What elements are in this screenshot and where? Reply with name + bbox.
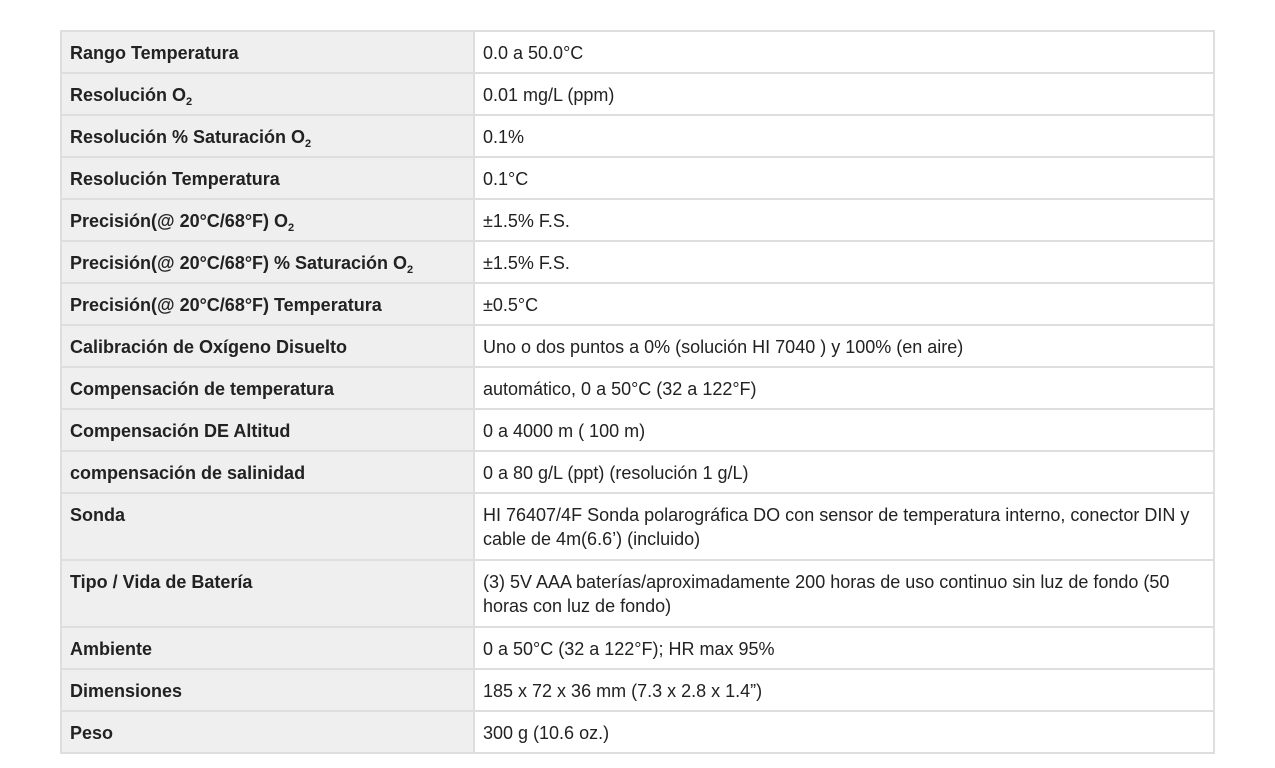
spec-value: automático, 0 a 50°C (32 a 122°F) bbox=[474, 367, 1214, 409]
spec-label: Peso bbox=[61, 711, 474, 753]
spec-label: Precisión(@ 20°C/68°F) % Saturación $O_2$ bbox=[61, 241, 474, 283]
table-row bbox=[61, 73, 1214, 115]
spec-label: Compensación DE Altitud bbox=[61, 409, 474, 451]
table-row bbox=[61, 711, 1214, 753]
spec-value: 0.01 mg/L (ppm) bbox=[474, 73, 1214, 115]
table-row bbox=[61, 31, 1214, 73]
spec-label: Compensación de temperatura bbox=[61, 367, 474, 409]
spec-label: Tipo / Vida de Batería bbox=[61, 560, 474, 627]
table-row bbox=[61, 241, 1214, 283]
spec-value: ±0.5°C bbox=[474, 283, 1214, 325]
spec-label: Rango Temperatura bbox=[61, 31, 474, 73]
spec-label: Calibración de Oxígeno Disuelto bbox=[61, 325, 474, 367]
table-row bbox=[61, 627, 1214, 669]
spec-value: (3) 5V AAA baterías/aproximadamente 200 horas de uso continuo sin luz de fondo (50 horas con luz de fondo) bbox=[474, 560, 1214, 627]
spec-value: 0.1% bbox=[474, 115, 1214, 157]
spec-label: compensación de salinidad bbox=[61, 451, 474, 493]
spec-label: Sonda bbox=[61, 493, 474, 560]
spec-label: Precisión(@ 20°C/68°F) Temperatura bbox=[61, 283, 474, 325]
subscript: 2 bbox=[305, 138, 312, 150]
spec-value: ±1.5% F.S. bbox=[474, 199, 1214, 241]
table-row bbox=[61, 560, 1214, 627]
spec-value: ±1.5% F.S. bbox=[474, 241, 1214, 283]
table-row bbox=[61, 325, 1214, 367]
spec-value: 185 x 72 x 36 mm (7.3 x 2.8 x 1.4”) bbox=[474, 669, 1214, 711]
table-row bbox=[61, 451, 1214, 493]
spec-value: 0.0 a 50.0°C bbox=[474, 31, 1214, 73]
spec-value: 300 g (10.6 oz.) bbox=[474, 711, 1214, 753]
table-row bbox=[61, 283, 1214, 325]
spec-value: 0 a 80 g/L (ppt) (resolución 1 g/L) bbox=[474, 451, 1214, 493]
spec-label: Resolución $O_2$ bbox=[61, 73, 474, 115]
spec-value: 0.1°C bbox=[474, 157, 1214, 199]
specifications-table bbox=[60, 30, 1215, 754]
spec-value: 0 a 4000 m ( 100 m) bbox=[474, 409, 1214, 451]
spec-label: Dimensiones bbox=[61, 669, 474, 711]
spec-value: HI 76407/4F Sonda polarográfica DO con sensor de temperatura interno, conector DIN y cable de 4m(6.6’) (incluido) bbox=[474, 493, 1214, 560]
table-row bbox=[61, 669, 1214, 711]
table-row bbox=[61, 157, 1214, 199]
spec-label: Ambiente bbox=[61, 627, 474, 669]
subscript: 2 bbox=[186, 96, 193, 108]
table-row bbox=[61, 493, 1214, 560]
spec-value: Uno o dos puntos a 0% (solución HI 7040 ) y 100% (en aire) bbox=[474, 325, 1214, 367]
table-row bbox=[61, 409, 1214, 451]
spec-value: 0 a 50°C (32 a 122°F); HR max 95% bbox=[474, 627, 1214, 669]
table-row bbox=[61, 199, 1214, 241]
spec-label: Resolución Temperatura bbox=[61, 157, 474, 199]
subscript: 2 bbox=[288, 222, 295, 234]
spec-label: Resolución % Saturación $O_2$ bbox=[61, 115, 474, 157]
table-row bbox=[61, 115, 1214, 157]
table-row bbox=[61, 367, 1214, 409]
subscript: 2 bbox=[407, 264, 414, 276]
spec-label: Precisión(@ 20°C/68°F) $O_2$ bbox=[61, 199, 474, 241]
